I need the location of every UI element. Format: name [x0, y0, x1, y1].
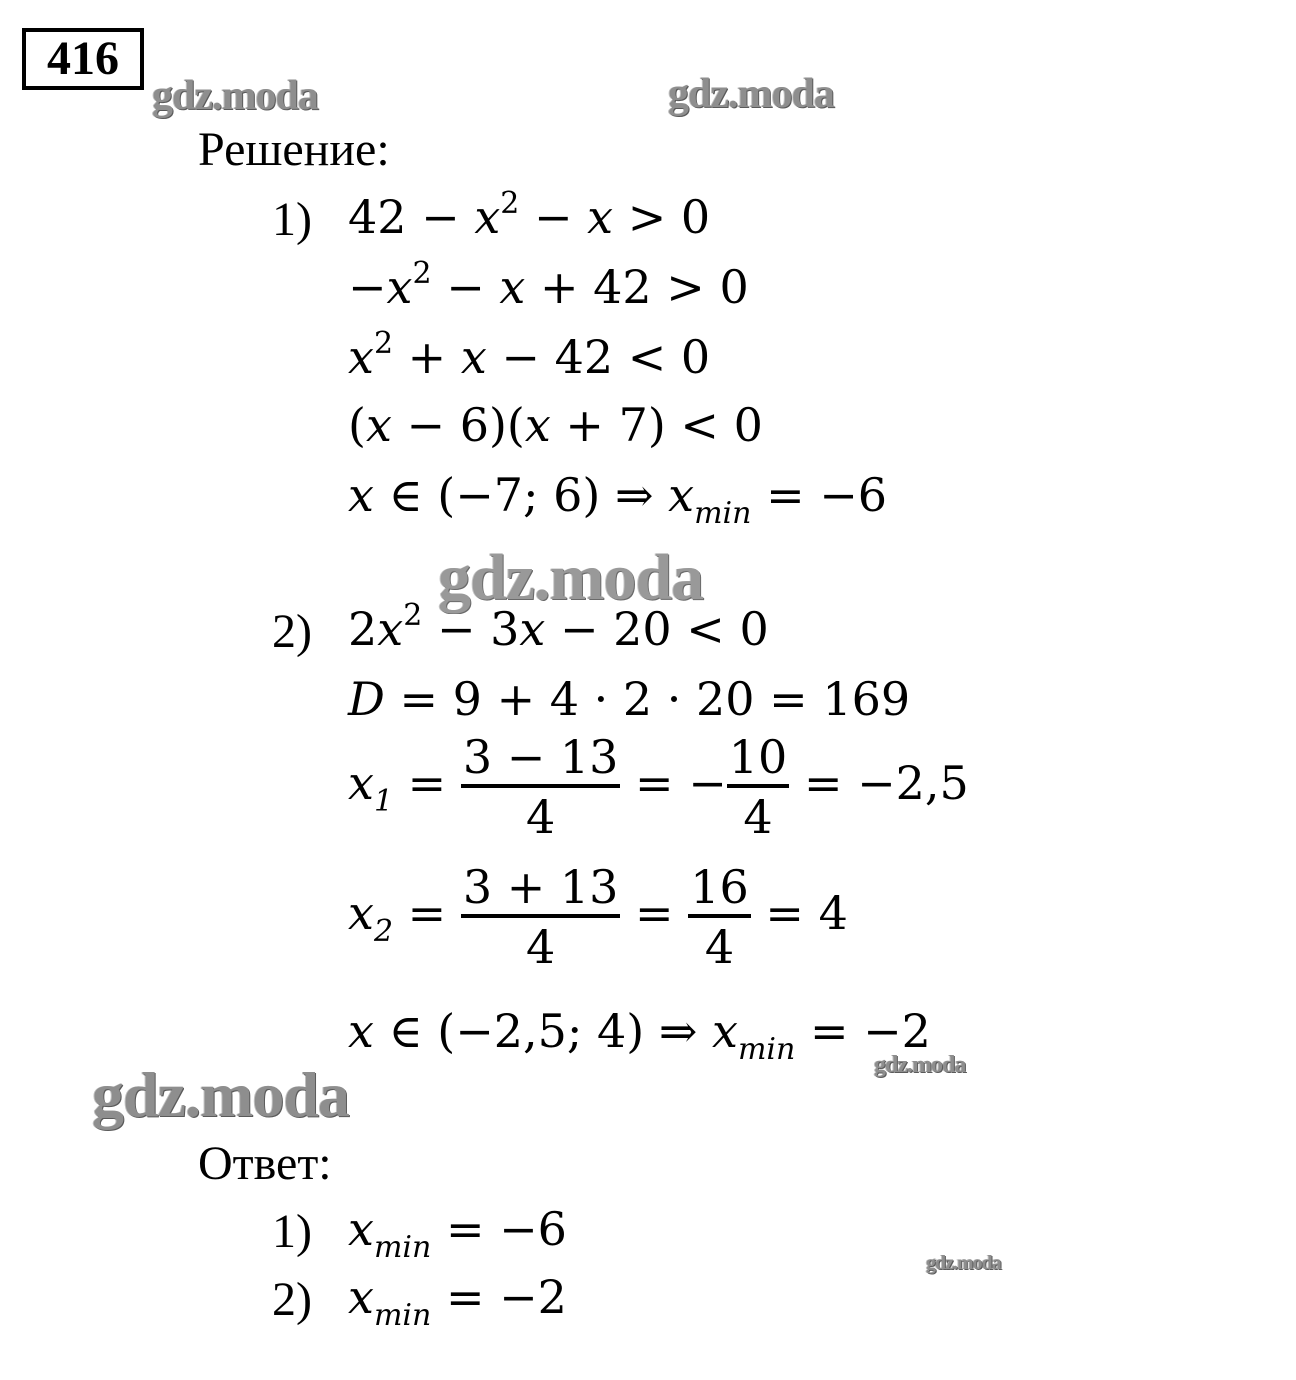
- part2-x1: $x_1$ = $\frac{3 - 13}{4}$ = − $\frac{10}{4}$ = −2,5: [348, 730, 969, 844]
- x1-mid-fraction: $\frac{10}{4}$: [728, 730, 788, 844]
- part1-line4: (x − 6)(x + 7) < 0: [348, 398, 763, 452]
- answer-item2: $x_{min} = -2$: [348, 1270, 567, 1333]
- x2-mid-fraction: $\frac{16}{4}$: [690, 860, 749, 974]
- watermark-center: gdz.moda: [438, 541, 704, 614]
- answer-heading: Ответ:: [198, 1137, 332, 1190]
- answer-item2-label: 2): [272, 1273, 312, 1326]
- part2-line1: $2x^2 - 3x - 20 < 0$: [348, 598, 769, 656]
- x1-fraction: $\frac{3 - 13}{4}$: [462, 730, 619, 844]
- watermark-left: gdz.moda: [92, 1059, 349, 1130]
- part2-discriminant: D = 9 + 4 · 2 · 20 = 169: [348, 672, 911, 726]
- watermark-tiny-right: gdz.moda: [926, 1252, 1001, 1274]
- part1-line2: $-x^2 - x + 42 > 0$: [348, 256, 749, 314]
- part1-line5: x ∈ (−7; 6) ⇒ $x_{min} = -6$: [348, 468, 888, 531]
- part1-label: 1): [272, 193, 312, 246]
- x2-fraction: $\frac{3 + 13}{4}$: [462, 860, 619, 974]
- answer-item1: $x_{min} = -6$: [348, 1202, 567, 1265]
- answer-item1-label: 1): [272, 1205, 312, 1258]
- part2-x2: $x_2$ = $\frac{3 + 13}{4}$ = $\frac{16}{4}$ = 4: [348, 860, 848, 974]
- part2-label: 2): [272, 605, 312, 658]
- watermark-small-right: gdz.moda: [874, 1052, 966, 1078]
- watermark-top-left: gdz.moda: [152, 73, 318, 119]
- part1-line1: $42 - x^2 - x > 0$: [348, 186, 711, 244]
- problem-number: 416: [22, 28, 144, 90]
- watermark-top-center: gdz.moda: [668, 71, 834, 117]
- solution-heading: Решение:: [198, 123, 390, 176]
- part1-line3: $x^2 + x - 42 < 0$: [348, 326, 711, 384]
- part2-line-final: x ∈ (−2,5; 4) ⇒ $x_{min} = -2$: [348, 1004, 931, 1067]
